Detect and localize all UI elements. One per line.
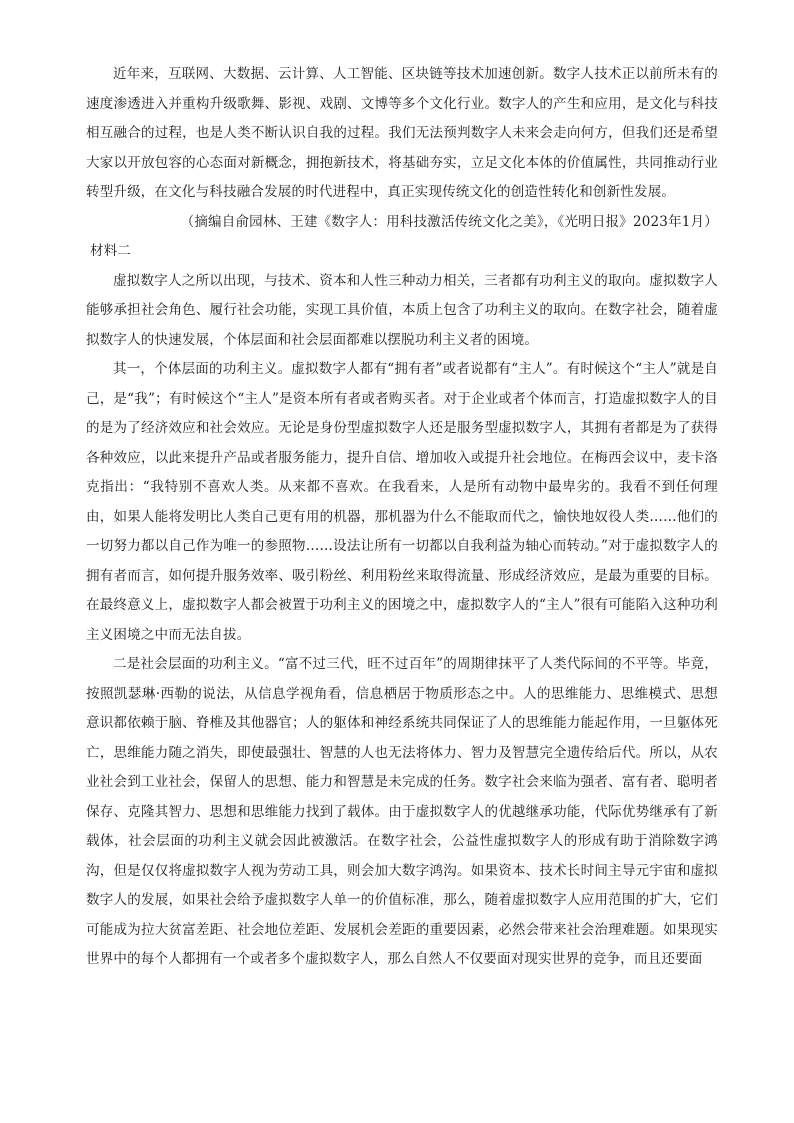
paragraph-intro: 近年来，互联网、大数据、云计算、人工智能、区块链等技术加速创新。数字人技术正以前所未有的速度渗透进入并重构升级歌舞、影视、戏剧、文博等多个文化行业。数字人的产生和应用，是文化与科技相互融合的过程，也是人类不断认识自我的过程。我们无法预判数字人未来会走向何方，但我们还是希望大家以开放包容的心态面对新概念，拥抱新技术，将基础夯实，立足文化本体的价值属性，共同推动行业转型升级，在文化与科技融合发展的时代进程中，真正实现传统文化的创造性转化和创新性发展。 <box>86 66 718 200</box>
paragraph-individual-level: 其一，个体层面的功利主义。虚拟数字人都有“拥有者”或者说都有“主人”。有时候这个“主人”就是自己，是“我”；有时候这个“主人”是资本所有者或者购买者。对于企业或者个体而言，打造虚拟数字人的目的是为了经济效应和社会效应。无论是身份型虚拟数字人还是服务型虚拟数字人，其拥有者都是为了获得各种效应，以此来提升产品或者服务能力，提升自信、增加收入或提升社会地位。在梅西会议中，麦卡洛克指出：“我特别不喜欢人类。从来都不喜欢。在我看来，人是所有动物中最卑劣的。我看不到任何理由，如果人能将发明比人类自己更有用的机器，那机器为什么不能取而代之，愉快地奴役人类……他们的一切努力都以自己作为唯一的参照物……设法让所有一切都以自我利益为轴心而转动。”对于虚拟数字人的拥有者而言，如何提升服务效率、吸引粉丝、利用粉丝来取得流量、形成经济效应，是最为重要的目标。在最终意义上，虚拟数字人都会被置于功利主义的困境之中，虚拟数字人的“主人”很有可能陷入这种功利主义困境之中而无法自拔。 <box>86 361 718 643</box>
source-citation: （摘编自俞园林、王建《数字人：用科技激活传统文化之美》，《光明日报》2023年1月） <box>180 213 718 230</box>
paragraph-social-level: 二是社会层面的功利主义。“富不过三代，旺不过百年”的周期律抹平了人类代际间的不平等。毕竟，按照凯瑟琳·西勒的说法，从信息学视角看，信息栖居于物质形态之中。人的思维能力、思维模式、思想意识都依赖于脑、脊椎及其他器官；人的躯体和神经系统共同保证了人的思维能力能起作用，一旦躯体死亡，思维能力随之消失，即使最强壮、智慧的人也无法将体力、智力及智慧完全遗传给后代。所以，从农业社会到工业社会，保留人的思想、能力和智慧是未完成的任务。数字社会来临为强者、富有者、聪明者保存、克隆其智力、思想和思维能力找到了载体。由于虚拟数字人的优越继承功能，代际优势继承有了新载体，社会层面的功利主义就会因此被激活。在数字社会，公益性虚拟数字人的形成有助于消除数字鸿沟，但是仅仅将虚拟数字人视为劳动工具，则会加大数字鸿沟。如果资本、技术长时间主导元宇宙和虚拟数字人的发展，如果社会给予虚拟数字人单一的价值标准，那么，随着虚拟数字人应用范围的扩大，它们可能成为拉大贫富差距、社会地位差距、发展机会差距的重要因素，必然会带来社会治理难题。如果现实世界中的每个人都拥有一个或者多个虚拟数字人，那么自然人不仅要面对现实世界的竞争，而且还要面 <box>86 656 718 967</box>
document-page <box>86 60 718 975</box>
section-heading-material-two: 材料二 <box>90 243 132 259</box>
paragraph-material-two-intro: 虚拟数字人之所以出现，与技术、资本和人性三种动力相关，三者都有功利主义的取向。虚拟数字人能够承担社会角色、履行社会功能，实现工具价值，本质上包含了功利主义的取向。在数字社会，随着虚拟数字人的快速发展，个体层面和社会层面都难以摆脱功利主义者的困境。 <box>86 272 718 348</box>
